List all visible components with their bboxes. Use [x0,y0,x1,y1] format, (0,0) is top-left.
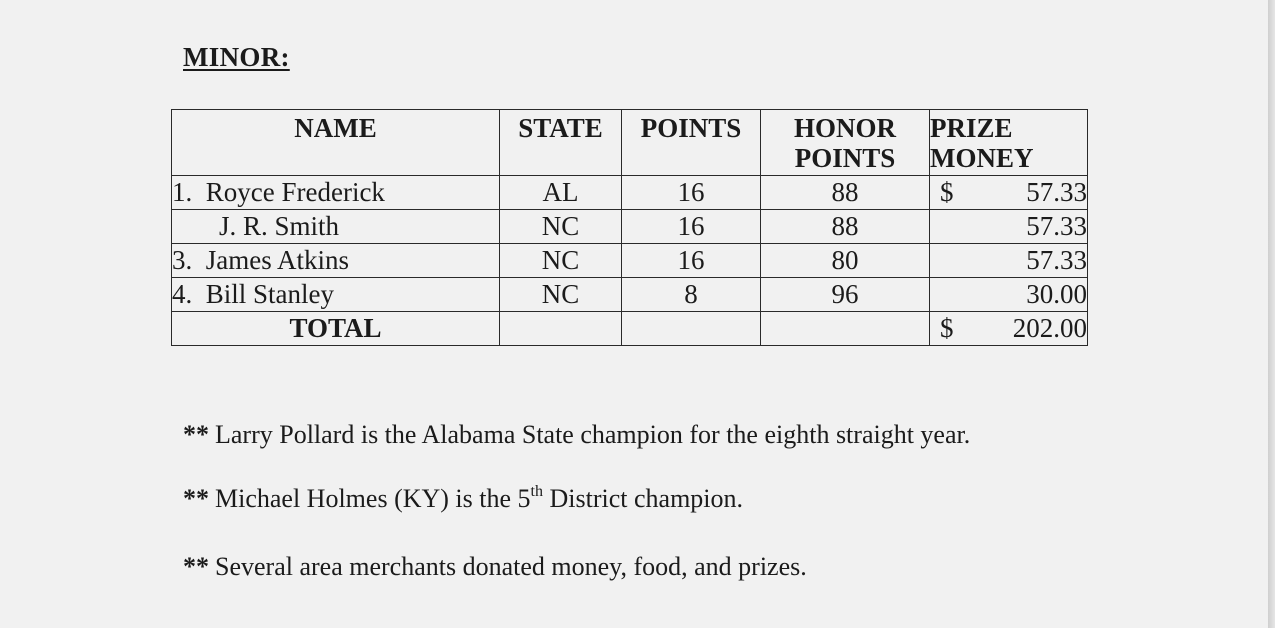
note-district-champion [183,484,743,514]
total-points-empty [622,312,761,346]
note-text-after: District champion. [543,484,744,513]
row-honor-points: 88 [761,210,930,244]
table-row [172,278,1088,312]
row-honor-points: 96 [761,278,930,312]
row-points: 8 [622,278,761,312]
header-points: POINTS [622,110,761,176]
row-honor-points: 88 [761,176,930,210]
row-state: NC [500,244,622,278]
header-name: NAME [172,110,500,176]
section-title: MINOR: [183,42,290,72]
row-points: 16 [622,210,761,244]
row-points: 16 [622,176,761,210]
header-honor-line1: HONOR [793,113,896,143]
header-honor-line2: POINTS [794,143,896,173]
note-text: Larry Pollard is the Alabama State champion for the eighth straight year. [215,420,971,449]
note-bullet: ** [183,552,209,581]
row-prize-money [930,210,1088,244]
total-amount: 202.00 [1012,313,1087,343]
currency-symbol: $ [940,313,954,343]
prize-amount: 57.33 [1026,177,1087,207]
row-name: 3. James Atkins [172,244,500,278]
note-text-before: Michael Holmes (KY) is the 5 [215,484,531,513]
results-table [171,109,1088,346]
note-bullet: ** [183,420,209,449]
table-row [172,176,1088,210]
note-bullet: ** [183,484,209,513]
row-state: NC [500,210,622,244]
row-prize-money [930,278,1088,312]
header-prize-line2: MONEY [930,143,1034,173]
row-name: J. R. Smith [172,210,500,244]
header-honor-points [761,110,930,176]
prize-amount: 30.00 [1026,279,1087,309]
note-merchants [183,552,807,582]
row-prize-money [930,176,1088,210]
row-prize-money [930,244,1088,278]
total-honor-empty [761,312,930,346]
table-row [172,210,1088,244]
row-state: AL [500,176,622,210]
note-ordinal-suffix: th [530,483,543,500]
currency-symbol: $ [940,177,954,207]
header-prize-line1: PRIZE [930,113,1013,143]
table-total-row [172,312,1088,346]
total-prize-money [930,312,1088,346]
header-prize-money [930,110,1088,176]
row-name: 4. Bill Stanley [172,278,500,312]
total-state-empty [500,312,622,346]
note-state-champion [183,420,970,450]
row-name: 1. Royce Frederick [172,176,500,210]
table-header-row [172,110,1088,176]
total-label: TOTAL [172,312,500,346]
row-honor-points: 80 [761,244,930,278]
prize-amount: 57.33 [1026,211,1087,241]
note-text: Several area merchants donated money, food, and prizes. [215,552,807,581]
prize-amount: 57.33 [1026,245,1087,275]
table-row [172,244,1088,278]
page-edge-shadow [1268,0,1275,628]
row-state: NC [500,278,622,312]
row-points: 16 [622,244,761,278]
header-state: STATE [500,110,622,176]
